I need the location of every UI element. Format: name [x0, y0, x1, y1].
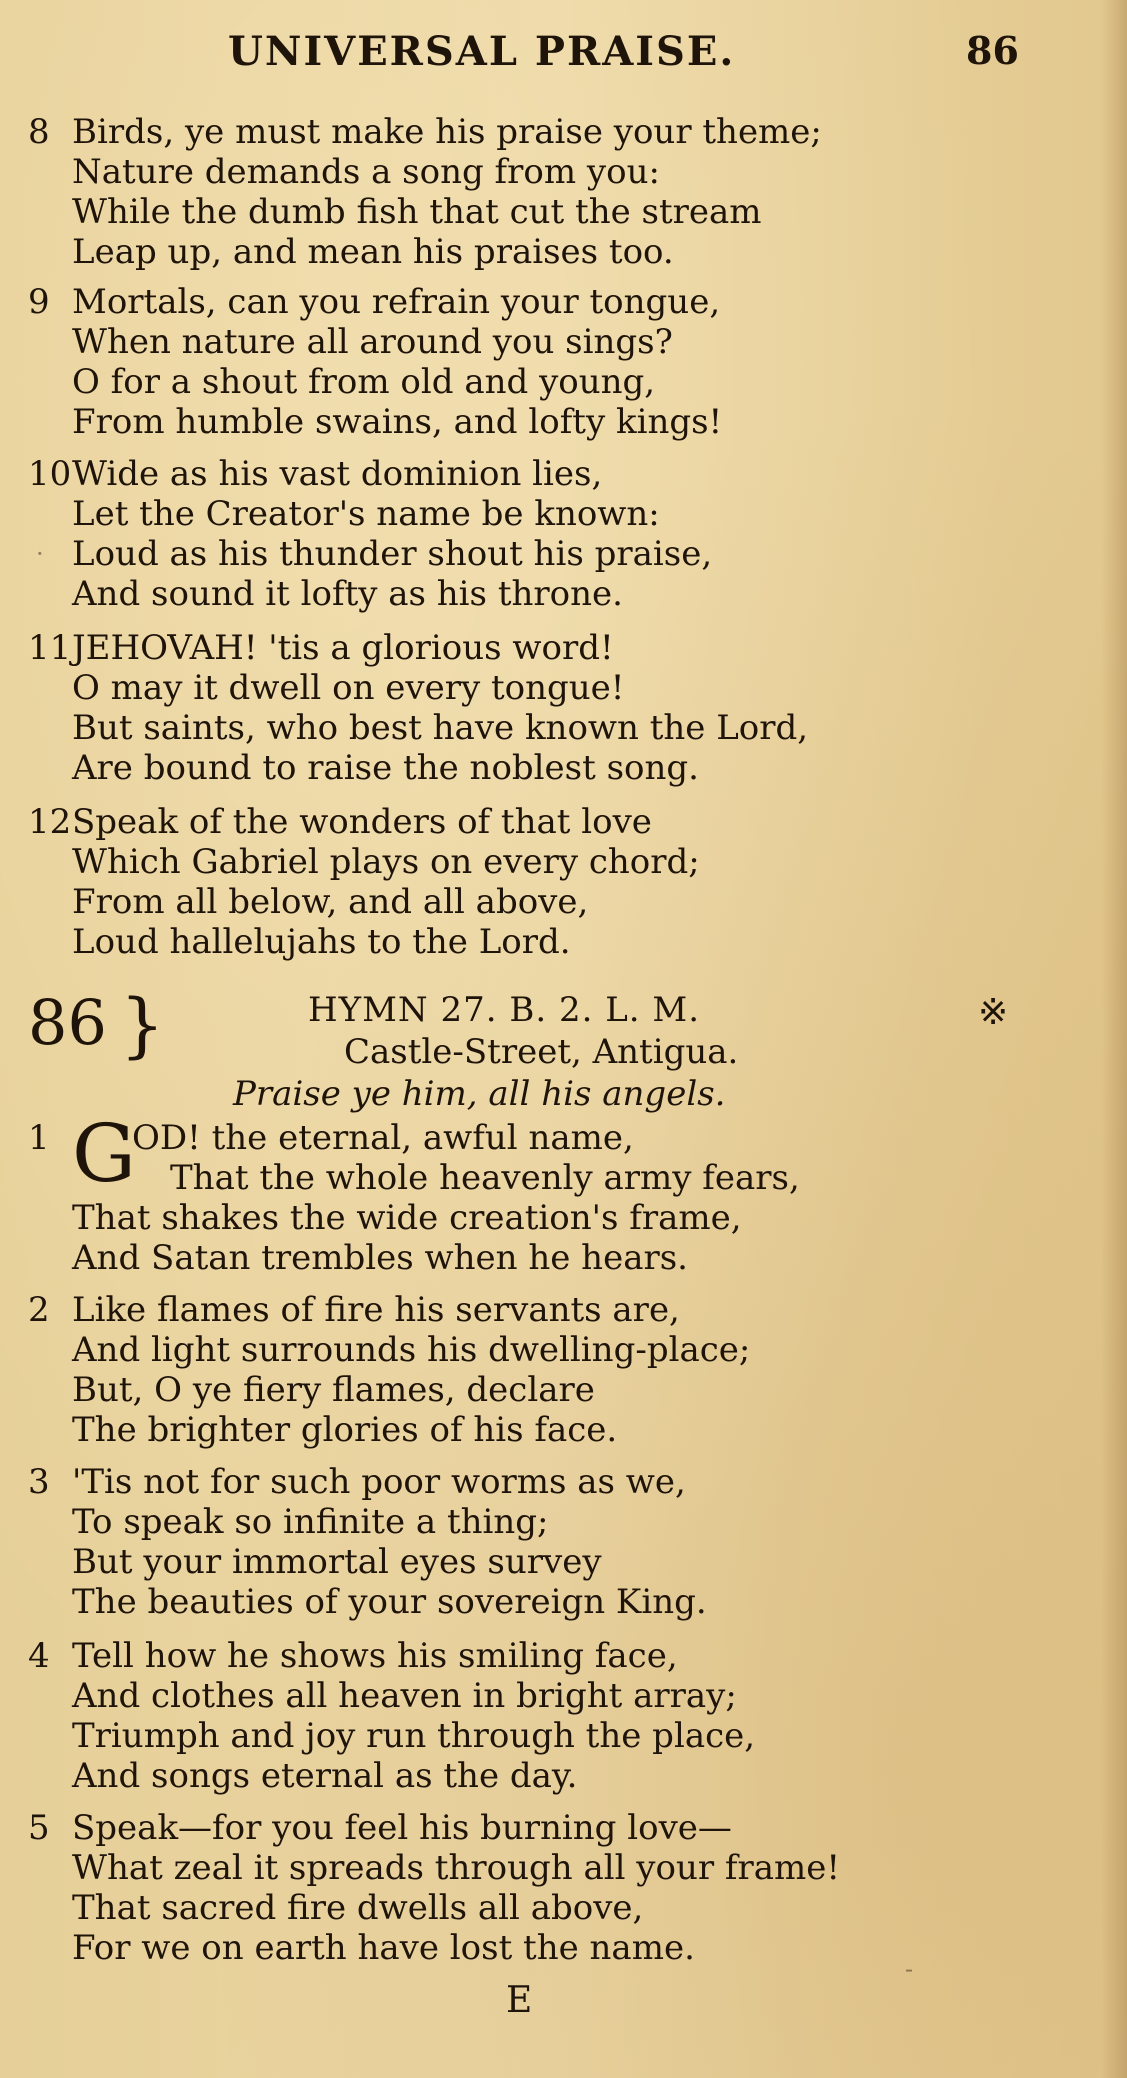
stanza-3: [28, 1462, 1088, 1622]
stanza-number: 12: [28, 802, 72, 842]
stanza-12: [28, 802, 1088, 962]
verse-line: [28, 1290, 1088, 1330]
verse-text: That sacred fire dwells all above,: [72, 1888, 644, 1928]
verse-line: [28, 922, 1088, 962]
verse-line: [28, 1636, 1088, 1676]
verse-line: [28, 232, 1088, 272]
verse-line: [28, 454, 1088, 494]
verse-line: [28, 1198, 1088, 1238]
verse-text: From all below, and all above,: [72, 882, 589, 922]
verse-text: Speak of the wonders of that love: [72, 802, 652, 842]
verse-text: But, O ye fiery flames, declare: [72, 1370, 595, 1410]
verse-text: That the whole heavenly army fears,: [170, 1158, 800, 1198]
verse-text: That shakes the wide creation's frame,: [72, 1198, 742, 1238]
verse-line: [28, 1888, 1088, 1928]
verse-line: [28, 842, 1088, 882]
verse-line: [28, 1928, 1088, 1968]
verse-line: [28, 1848, 1088, 1888]
stanza-5: [28, 1808, 1088, 1968]
verse-text: Leap up, and mean his praises too.: [72, 232, 674, 272]
verse-text: Speak—for you feel his burning love—: [72, 1808, 732, 1848]
verse-text: When nature all around you sings?: [72, 322, 673, 362]
verse-line: [28, 1676, 1088, 1716]
verse-text: Loud as his thunder shout his praise,: [72, 534, 713, 574]
verse-text: From humble swains, and lofty kings!: [72, 402, 723, 442]
verse-line: [28, 534, 1088, 574]
stanza-number: 4: [28, 1636, 50, 1676]
verse-line: [28, 1462, 1088, 1502]
stanza-number: 10: [28, 454, 72, 494]
stanza-2: [28, 1290, 1088, 1450]
verse-line: [28, 668, 1088, 708]
verse-line: [28, 494, 1088, 534]
verse-line: [28, 1238, 1088, 1278]
verse-line: [28, 192, 1088, 232]
stanza-number: 8: [28, 112, 50, 152]
hymn-heading: [28, 984, 1098, 1120]
stanza-number: 3: [28, 1462, 50, 1502]
stanza-8: [28, 112, 1088, 272]
verse-text: Tell how he shows his smiling face,: [72, 1636, 678, 1676]
verse-text: O may it dwell on every tongue!: [72, 668, 625, 708]
stanza-number: 11: [28, 628, 72, 668]
verse-line: [28, 1716, 1088, 1756]
verse-line: [28, 1502, 1088, 1542]
verse-text: And Satan trembles when he hears.: [72, 1238, 688, 1278]
verse-line: [28, 282, 1088, 322]
verse-text: For we on earth have lost the name.: [72, 1928, 695, 1968]
verse-text: Which Gabriel plays on every chord;: [72, 842, 700, 882]
verse-text: Like flames of fire his servants are,: [72, 1290, 680, 1330]
verse-text: Loud hallelujahs to the Lord.: [72, 922, 571, 962]
verse-line: [28, 362, 1088, 402]
verse-line: [28, 708, 1088, 748]
stray-mark: ·: [36, 540, 44, 568]
page-edge-shadow: [1101, 0, 1127, 2078]
verse-text: What zeal it spreads through all your frame!: [72, 1848, 841, 1888]
stanza-1-rest: [28, 1198, 1088, 1278]
ornament-icon: ※: [978, 992, 1009, 1033]
stanza-number: 9: [28, 282, 50, 322]
verse-line: [28, 748, 1088, 788]
verse-text: Nature demands a song from you:: [72, 152, 660, 192]
verse-text: But your immortal eyes survey: [72, 1542, 602, 1582]
verse-text: And sound it lofty as his throne.: [72, 574, 623, 614]
verse-line: [28, 1582, 1088, 1622]
stanza-number: 2: [28, 1290, 50, 1330]
verse-line: [28, 402, 1088, 442]
verse-line: [28, 112, 1088, 152]
hymn-title: HYMN 27. B. 2. L. M.: [308, 990, 701, 1030]
hymn-number: 86: [28, 986, 107, 1059]
verse-line: [28, 802, 1088, 842]
stanza-number: 1: [28, 1118, 50, 1158]
stanza-9: [28, 282, 1088, 442]
running-head: UNIVERSAL PRAISE.: [228, 28, 736, 75]
verse-text: And light surrounds his dwelling-place;: [72, 1330, 751, 1370]
page-header: [0, 16, 1127, 75]
verse-text: The beauties of your sovereign King.: [72, 1582, 707, 1622]
verse-text: And songs eternal as the day.: [72, 1756, 578, 1796]
verse-text: The brighter glories of his face.: [72, 1410, 618, 1450]
page-number: 86: [966, 28, 1019, 73]
verse-line: [28, 882, 1088, 922]
hymn-subtitle: Praise ye him, all his angels.: [233, 1074, 726, 1114]
stray-mark: -: [905, 1955, 914, 1983]
stanza-4: [28, 1636, 1088, 1796]
verse-line: [28, 322, 1088, 362]
verse-text: Mortals, can you refrain your tongue,: [72, 282, 721, 322]
verse-text: Triumph and joy run through the place,: [72, 1716, 756, 1756]
verse-text: But saints, who best have known the Lord,: [72, 708, 809, 748]
verse-line: [28, 1330, 1088, 1370]
verse-line: [28, 628, 1088, 668]
stanza-1-opening: [28, 1107, 1098, 1200]
verse-text: JEHOVAH! 'tis a glorious word!: [72, 628, 614, 668]
verse-line: [28, 1808, 1088, 1848]
stanza-11: [28, 628, 1088, 788]
verse-text: Are bound to raise the noblest song.: [72, 748, 699, 788]
verse-text: O for a shout from old and young,: [72, 362, 656, 402]
signature-mark: E: [506, 1980, 533, 2021]
verse-text: Birds, ye must make his praise your theme;: [72, 112, 822, 152]
hymn-tune: Castle-Street, Antigua.: [344, 1032, 739, 1072]
verse-text: While the dumb fish that cut the stream: [72, 192, 762, 232]
verse-line: [28, 1756, 1088, 1796]
verse-text: To speak so infinite a thing;: [72, 1502, 549, 1542]
verse-line: [28, 152, 1088, 192]
verse-text: And clothes all heaven in bright array;: [72, 1676, 737, 1716]
verse-text: 'Tis not for such poor worms as we,: [72, 1462, 686, 1502]
verse-text: OD! the eternal, awful name,: [132, 1118, 634, 1158]
brace-glyph: }: [120, 984, 165, 1066]
stanza-number: 5: [28, 1808, 50, 1848]
verse-line: [28, 1410, 1088, 1450]
verse-line: [28, 1542, 1088, 1582]
verse-line: [28, 574, 1088, 614]
stanza-10: [28, 454, 1088, 614]
verse-text: Let the Creator's name be known:: [72, 494, 660, 534]
verse-line: [28, 1370, 1088, 1410]
verse-text: Wide as his vast dominion lies,: [72, 454, 603, 494]
drop-cap: G: [72, 1107, 136, 1200]
